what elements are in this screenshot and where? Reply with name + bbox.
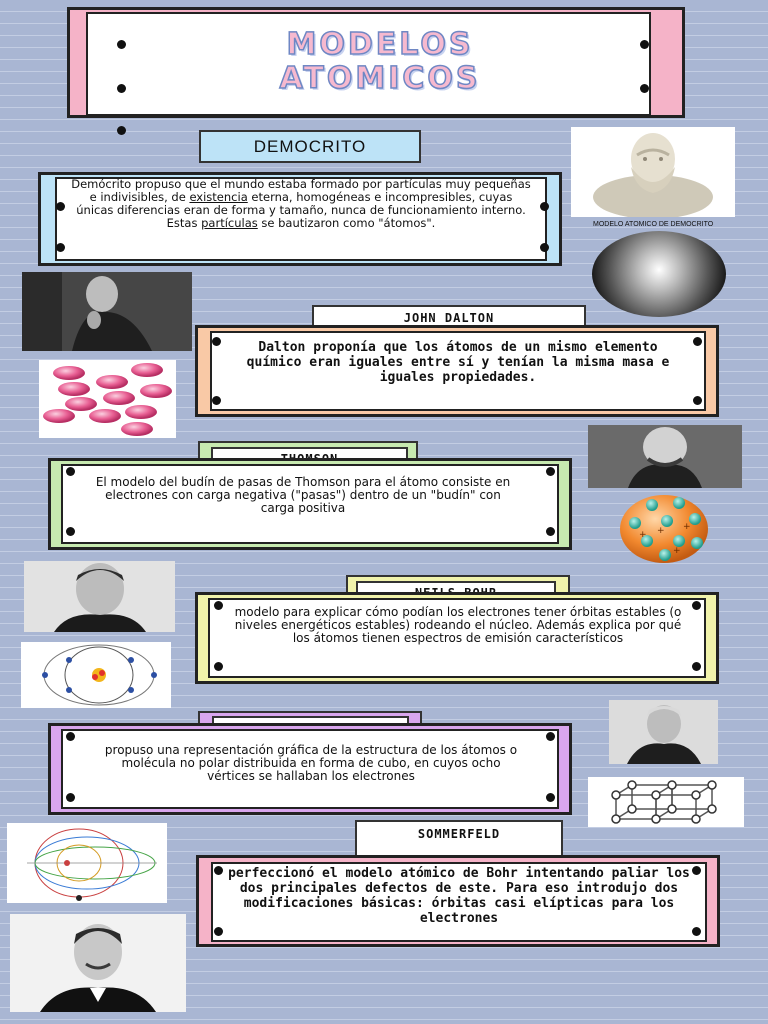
card-dot	[214, 601, 223, 610]
card-dot	[692, 866, 701, 875]
card-dot	[56, 243, 65, 252]
democrito-text-1: Demócrito propuso que el mundo estaba formado por partículas muy pequeñas e indivisibles, de	[71, 177, 531, 204]
card-dot	[212, 337, 221, 346]
lewis-cube-image	[588, 777, 744, 827]
card-dot	[214, 866, 223, 875]
page-title-line1: MODELOS	[286, 27, 474, 62]
democrito-model-sphere	[592, 231, 726, 317]
card-dot	[693, 396, 702, 405]
sommerfeld-photo	[10, 914, 186, 1012]
democrito-model-caption: MODELO ATOMICO DE DEMOCRITO	[593, 221, 714, 228]
dalton-photo	[22, 272, 192, 351]
democrito-text-2: eterna, homogéneas e incompresibles, cuyas únicas diferencias eran de forma y tamaño, nunca de funcionamiento interno. Estas	[76, 190, 526, 230]
svg-text:+: +	[639, 530, 647, 540]
title-dot	[117, 84, 126, 93]
title-dot	[640, 40, 649, 49]
card-dot	[214, 662, 223, 671]
democrito-photo	[571, 127, 735, 217]
card-dot	[214, 927, 223, 936]
card-dot	[212, 396, 221, 405]
title-dot	[117, 40, 126, 49]
dalton-atoms-image	[39, 360, 176, 438]
bohr-photo	[24, 561, 175, 632]
thomson-text: El modelo del budín de pasas de Thomson para el átomo consiste en electrones con carga negativa ("pasas") dentro de un "budín" con carga positiva	[95, 475, 511, 515]
lewis-text: propuso una representación gráfica de la estructura de los átomos o molécula no polar distribuida en forma de cubo, en cuyos ocho vértices se hallaban los electrones	[104, 743, 518, 783]
democrito-text	[70, 178, 532, 230]
lewis-photo	[609, 700, 718, 764]
card-dot	[692, 601, 701, 610]
democrito-label: DEMOCRITO	[199, 130, 421, 163]
card-dot	[546, 793, 555, 802]
dalton-label: JOHN DALTON	[312, 305, 586, 330]
page-title-line2: ATOMICOS	[279, 61, 481, 96]
thomson-photo	[588, 425, 742, 488]
dalton-text: Dalton proponía que los átomos de un mismo elemento químico eran iguales entre sí y tenían la misma masa e iguales propiedades.	[246, 340, 670, 385]
card-dot	[66, 527, 75, 536]
svg-text:+: +	[657, 526, 665, 536]
svg-text:+: +	[673, 546, 681, 556]
title-dot	[117, 126, 126, 135]
card-dot	[546, 527, 555, 536]
bohr-model-image	[21, 642, 171, 708]
democrito-link-particulas: partículas	[201, 216, 258, 230]
card-dot	[546, 467, 555, 476]
card-dot	[540, 243, 549, 252]
thomson-model-image	[617, 493, 712, 566]
card-dot	[66, 793, 75, 802]
card-dot	[66, 732, 75, 741]
sommerfeld-text: perfeccionó el modelo atómico de Bohr intentando paliar los dos principales defectos de este. Para eso introdujo dos modificaciones básicas: órbitas casi elípticas para los electrones	[228, 866, 690, 926]
card-dot	[692, 662, 701, 671]
card-dot	[693, 337, 702, 346]
democrito-text-3: se bautizaron como "átomos".	[257, 216, 436, 230]
card-dot	[56, 202, 65, 211]
sommerfeld-model-image	[7, 823, 167, 903]
card-dot	[546, 732, 555, 741]
page-title	[200, 28, 560, 96]
title-dot	[640, 84, 649, 93]
sommerfeld-label: SOMMERFELD	[355, 820, 563, 858]
bohr-text: modelo para explicar cómo podían los electrones tener órbitas estables (o niveles energéticos estables) rodeando el núcleo. Además explica por qué los átomos tienen espectros de emisión característicos	[234, 605, 682, 645]
card-dot	[692, 927, 701, 936]
svg-text:+: +	[683, 522, 691, 532]
card-dot	[66, 467, 75, 476]
card-dot	[540, 202, 549, 211]
democrito-link-existencia: existencia	[189, 190, 248, 204]
